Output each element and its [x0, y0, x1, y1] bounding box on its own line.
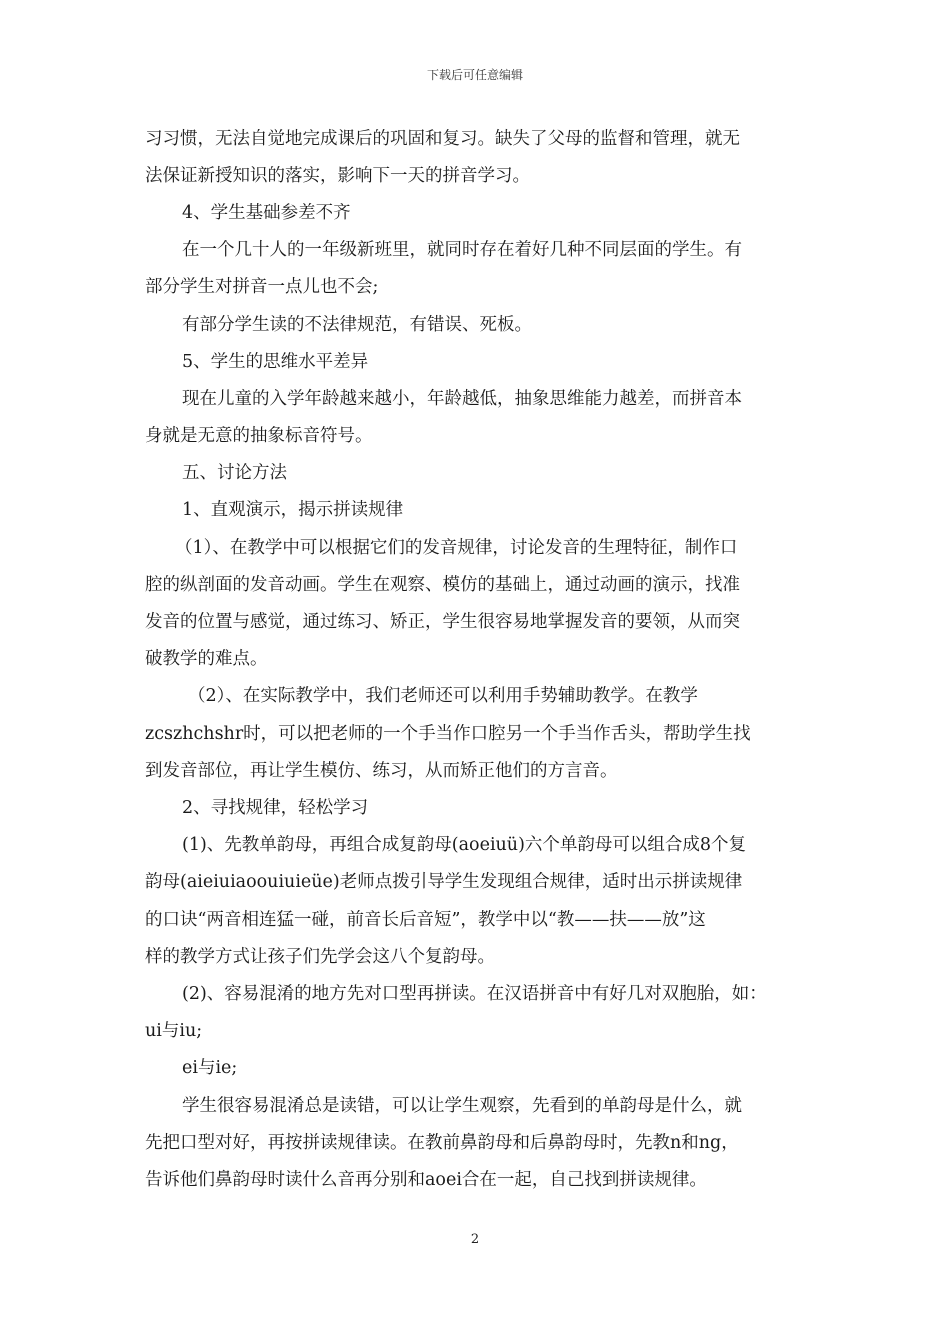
text-line: 五、讨论方法	[182, 463, 287, 483]
text-line: 在一个几十人的一年级新班里，就同时存在着好几种不同层面的学生。有	[182, 240, 742, 260]
text-line: 发音的位置与感觉，通过练习、矫正，学生很容易地掌握发音的要领，从而突	[145, 612, 740, 632]
page-number: 2	[470, 1232, 480, 1247]
text-line: zcszhchshr时，可以把老师的一个手当作口腔另一个手当作舌头，帮助学生找	[145, 724, 751, 744]
text-line: (1)、先教单韵母，再组合成复韵母(aoeiuü)六个单韵母可以组合成8个复	[182, 835, 747, 855]
text-line: 现在儿童的入学年龄越来越小，年龄越低，抽象思维能力越差，而拼音本	[182, 389, 742, 409]
text-line: 部分学生对拼音一点儿也不会;	[145, 277, 379, 297]
text-line: 先把口型对好，再按拼读规律读。在教前鼻韵母和后鼻韵母时，先教n和ng，	[145, 1133, 739, 1153]
text-line: 的口诀“两音相连猛一碰，前音长后音短”，教学中以“教——扶——放”这	[145, 910, 706, 930]
text-line: 到发音部位，再让学生模仿、练习，从而矫正他们的方言音。	[145, 761, 618, 781]
text-line: 有部分学生读的不法律规范，有错误、死板。	[182, 315, 532, 335]
text-line: (2)、容易混淆的地方先对口型再拼读。在汉语拼音中有好几对双胞胎，如：	[182, 984, 767, 1004]
text-line: 2、寻找规律，轻松学习	[182, 798, 369, 818]
text-line: 告诉他们鼻韵母时读什么音再分别和aoei合在一起，自己找到拼读规律。	[145, 1170, 707, 1190]
text-line: 5、学生的思维水平差异	[182, 352, 369, 372]
text-line: ui与iu;	[145, 1021, 203, 1041]
text-line: （2）、在实际教学中，我们老师还可以利用手势辅助教学。在教学	[188, 686, 698, 706]
text-line: 4、学生基础参差不齐	[182, 203, 351, 223]
text-line: 腔的纵剖面的发音动画。学生在观察、模仿的基础上，通过动画的演示，找准	[145, 575, 740, 595]
text-line: 身就是无意的抽象标音符号。	[145, 426, 373, 446]
text-line: 样的教学方式让孩子们先学会这八个复韵母。	[145, 947, 495, 967]
page-header: 下载后可任意编辑	[426, 68, 523, 82]
text-line: 学生很容易混淆总是读错，可以让学生观察，先看到的单韵母是什么，就	[182, 1096, 742, 1116]
text-line: ei与ie;	[182, 1058, 238, 1078]
text-line: 破教学的难点。	[145, 649, 268, 669]
text-line: （1）、在教学中可以根据它们的发音规律，讨论发音的生理特征，制作口	[175, 538, 738, 558]
text-line: 韵母(aieiuiaoouiuieüe)老师点拨引导学生发现组合规律，适时出示拼读规律	[145, 872, 743, 892]
text-line: 法保证新授知识的落实，影响下一天的拼音学习。	[145, 166, 530, 186]
text-line: 1、直观演示，揭示拼读规律	[182, 500, 404, 520]
text-line: 习习惯，无法自觉地完成课后的巩固和复习。缺失了父母的监督和管理，就无	[145, 129, 740, 149]
